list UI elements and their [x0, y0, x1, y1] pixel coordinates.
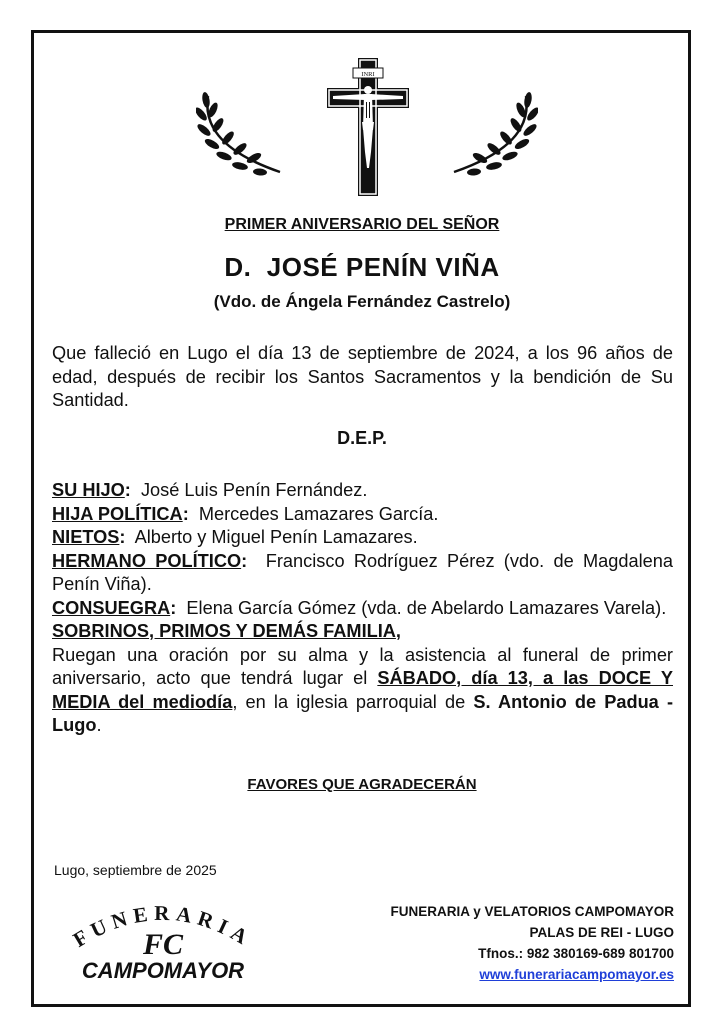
cross-inscription: INRI [361, 71, 375, 78]
family-line-grandchildren: NIETOS: Alberto y Miguel Penín Lamazares. [52, 527, 418, 547]
closing-thanks: FAVORES QUE AGRADECERÁN [247, 776, 477, 793]
death-notice-paragraph: Que falleció en Lugo el día 13 de septiembre de 2024, a los 96 años de edad, después de recibir los Santos Sacramentos y la bendición de Su Santidad. [52, 343, 673, 410]
rip-abbreviation: D.E.P. [337, 428, 387, 448]
church-name: S. Antonio de Padua - Lugo [52, 691, 674, 735]
place-and-date: Lugo, septiembre de 2025 [54, 862, 217, 878]
company-phones: Tfnos.: 982 380169-689 801700 [478, 946, 674, 961]
logo-monogram: FC [142, 928, 184, 961]
grandchildren-label: NIETOS [52, 527, 120, 547]
family-line-co-mother-in-law: CONSUEGRA: Elena García Gómez (vda. de Abelardo Lamazares Varela). [52, 597, 667, 618]
brother-in-law-label: HERMANO POLÍTICO [52, 550, 242, 571]
company-name: FUNERARIA y VELATORIOS CAMPOMAYOR [390, 904, 674, 919]
request-mid: , en la iglesia parroquial de [232, 691, 474, 712]
family-line-brother-in-law: HERMANO POLÍTICO: Francisco Rodríguez Pérez (vdo. de Magdalena Penín Viña). [52, 550, 674, 594]
request-end: . [96, 715, 102, 735]
family-list [52, 479, 673, 738]
logo-brand-name: CAMPOMAYOR [81, 958, 245, 982]
co-mother-in-law-label: CONSUEGRA [52, 597, 171, 618]
co-mother-in-law-name: Elena García Gómez (vda. de Abelardo Lamazares Varela). [186, 597, 667, 618]
company-location: PALAS DE REI - LUGO [529, 925, 674, 940]
other-relatives-label: SOBRINOS, PRIMOS Y DEMÁS FAMILIA [52, 621, 396, 641]
event-time: SÁBADO, día 13, a las DOCE Y MEDIA del mediodía [52, 668, 673, 712]
brother-in-law-name: Francisco Rodríguez Pérez (vdo. de Magdalena Penín Viña). [52, 550, 674, 594]
laurel-branch-left-icon [196, 92, 286, 178]
logo-arc-text: FUNERARIA [68, 900, 258, 952]
family-line-son: SU HIJO: José Luis Penín Fernández. [52, 480, 368, 500]
family-line-daughter-in-law: HIJA POLÍTICA: Mercedes Lamazares García. [52, 503, 439, 524]
company-website-link[interactable]: www.funerariacampomayor.es [479, 967, 674, 982]
son-name: José Luis Penín Fernández. [140, 480, 368, 500]
anniversary-heading: PRIMER ANIVERSARIO DEL SEÑOR [224, 216, 500, 233]
family-line-others: SOBRINOS, PRIMOS Y DEMÁS FAMILIA, [52, 621, 401, 641]
crucifix-icon [325, 56, 411, 198]
son-label: SU HIJO [52, 480, 125, 500]
grandchildren-names: Alberto y Miguel Penín Lamazares. [134, 527, 418, 547]
daughter-in-law-label: HIJA POLÍTICA [52, 503, 183, 524]
funeral-request [52, 644, 673, 738]
deceased-name: D. JOSÉ PENÍN VIÑA [224, 252, 500, 282]
funeraria-campomayor-logo [52, 892, 274, 982]
request-start: Ruegan una oración por su alma y la asistencia al funeral de primer aniversario, acto que tendrá lugar el [52, 644, 673, 688]
widower-of: (Vdo. de Ángela Fernández Castrelo) [213, 292, 511, 311]
funeral-home-contact [390, 901, 674, 985]
laurel-branch-right-icon [448, 92, 538, 178]
daughter-in-law-name: Mercedes Lamazares García. [198, 503, 439, 524]
